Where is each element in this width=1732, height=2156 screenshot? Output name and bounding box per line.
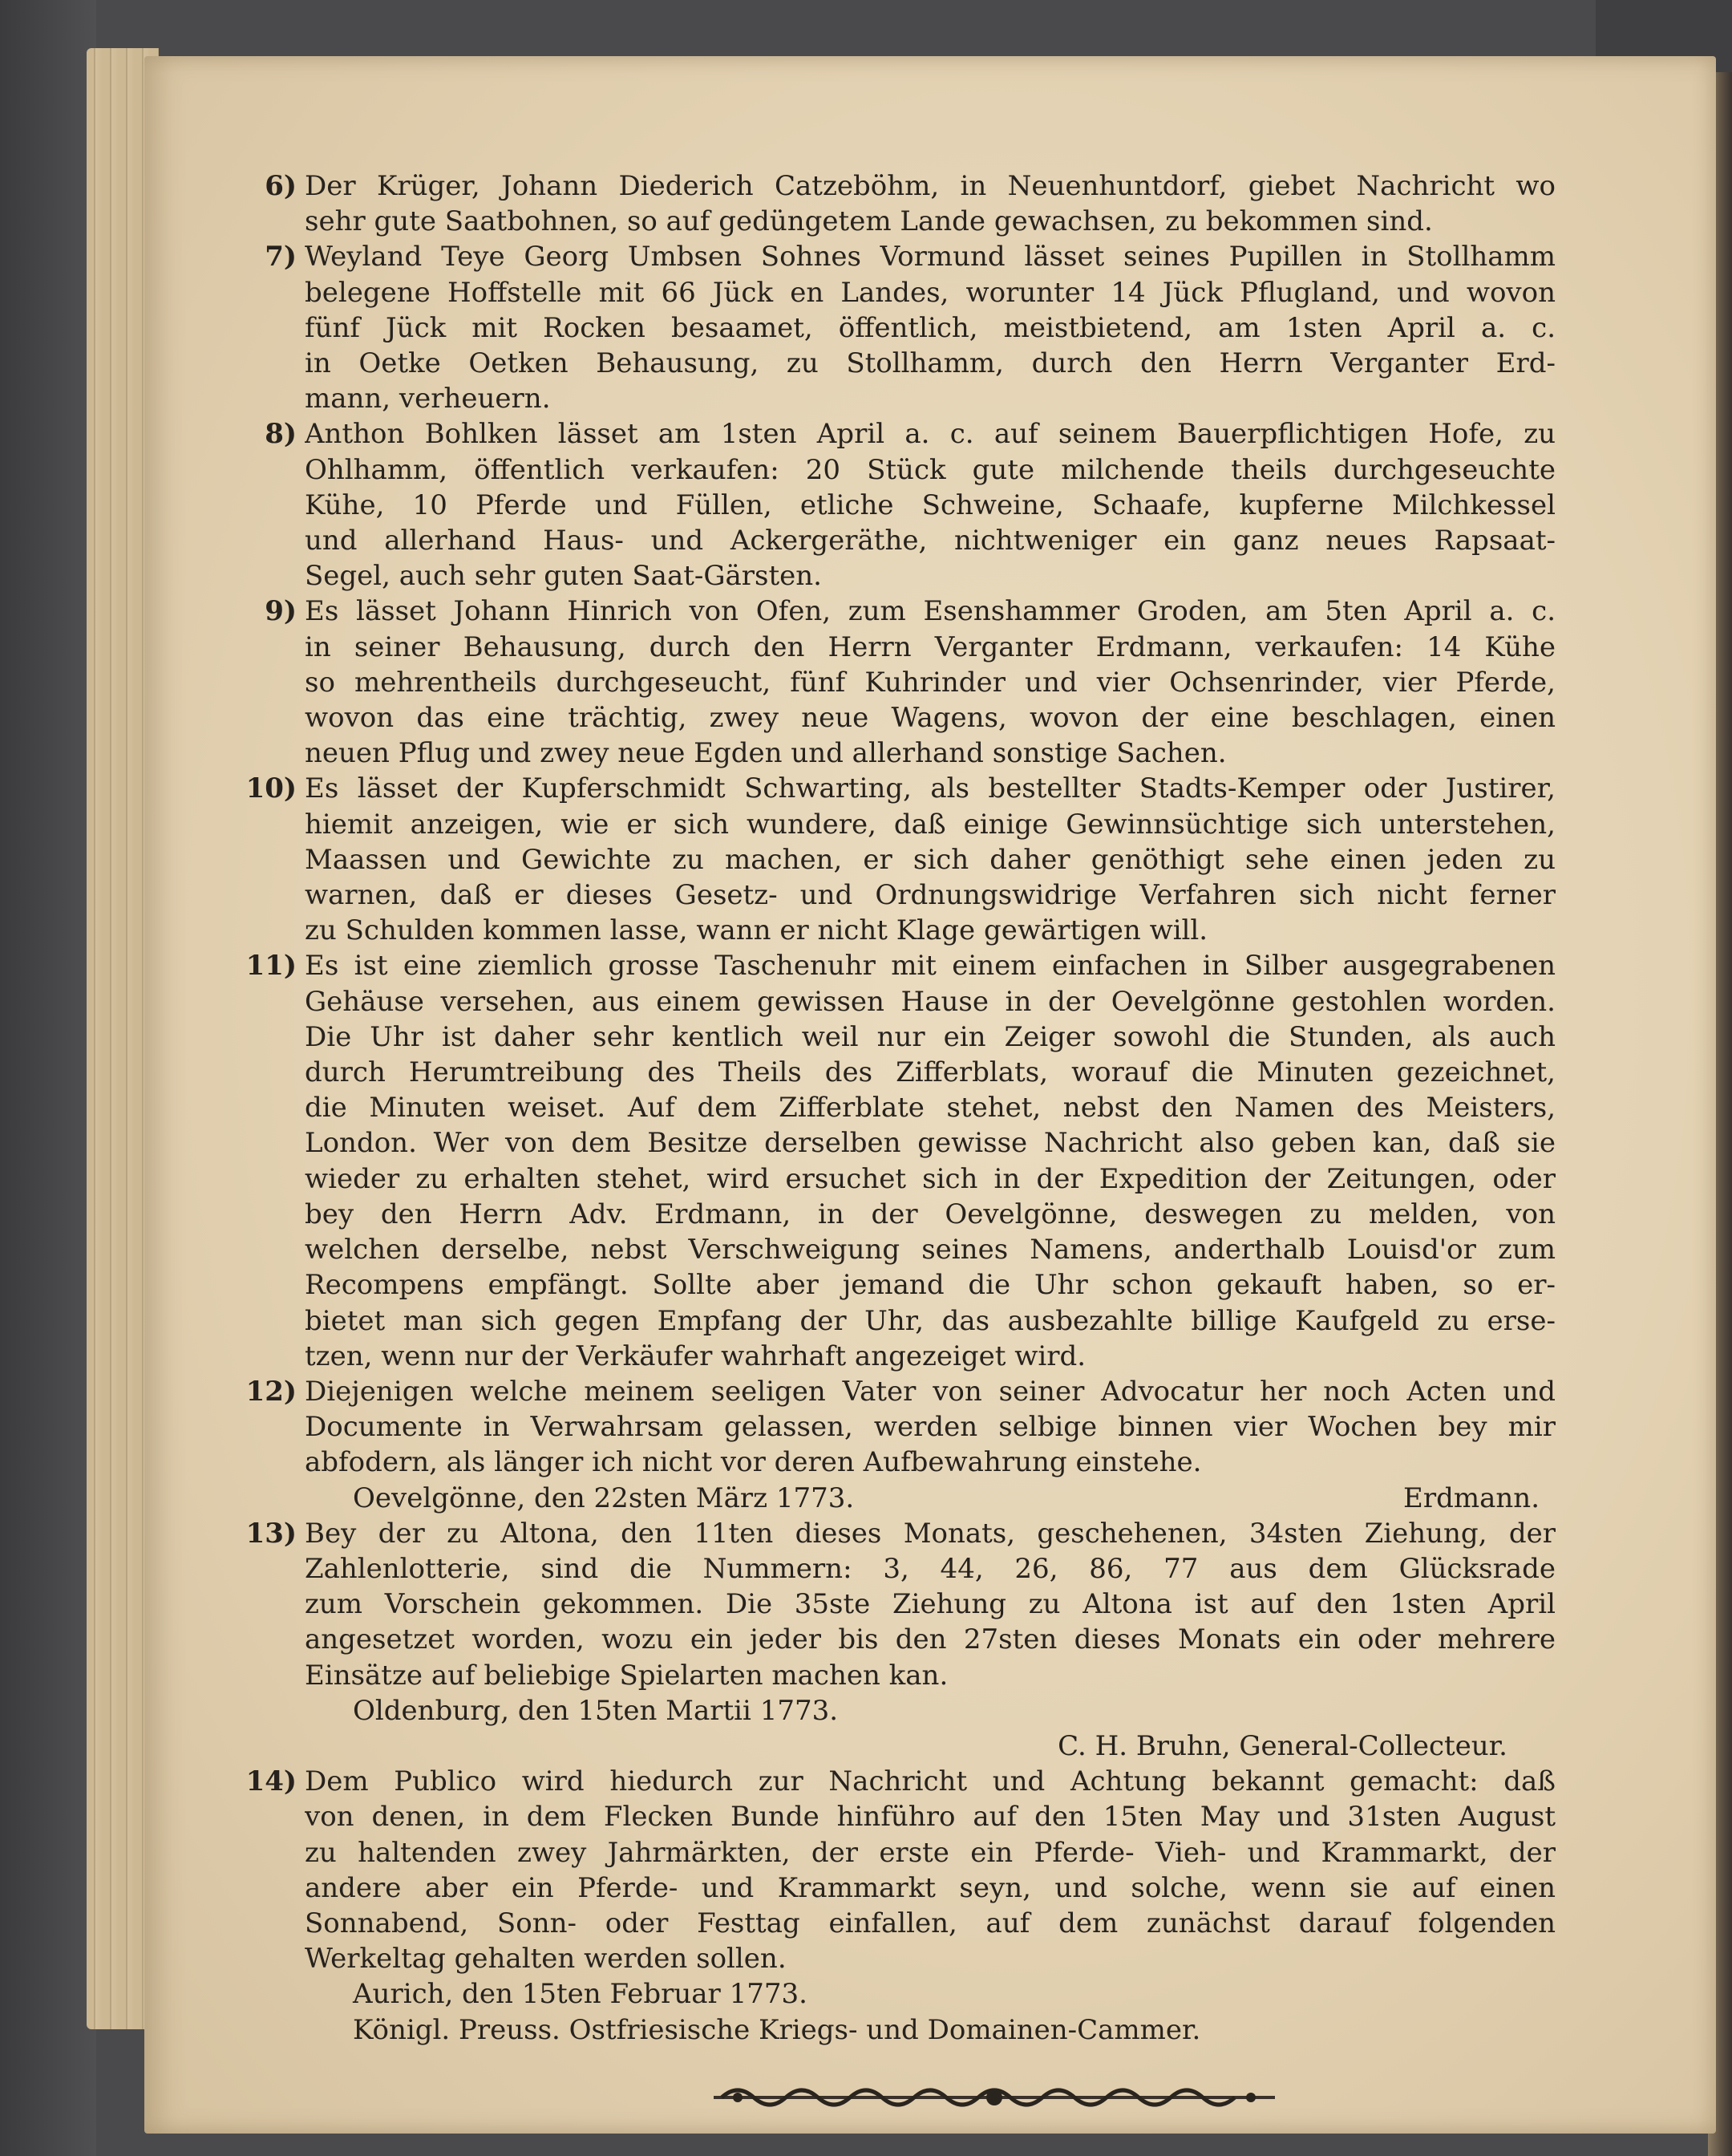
notice-8 <box>225 416 1556 594</box>
notice-6 <box>225 168 1556 239</box>
ornament-divider-icon <box>706 2077 1283 2118</box>
notice-line: sehr gute Saatbohnen, so auf gedüngetem Lande gewachsen, zu bekommen sind. <box>305 205 1433 238</box>
notice-line: Bey der zu Altona, den 11ten dieses Monats, geschehenen, 34sten Ziehung, der <box>305 1517 1556 1550</box>
notice-line: so mehrentheils durchgeseucht, fünf Kuhrinder und vier Ochsenrinder, vier Pferde, <box>305 666 1556 699</box>
notice-line: bietet man sich gegen Empfang der Uhr, das ausbezahlte billige Kaufgeld zu erse- <box>305 1304 1556 1337</box>
notice-list <box>225 168 1556 2048</box>
notice-line: Maassen und Gewichte zu machen, er sich daher genöthigt sehe einen jeden zu <box>305 843 1556 876</box>
notice-line: Es lässet der Kupferschmidt Schwarting, als bestellter Stadts-Kemper oder Justirer, <box>305 772 1556 805</box>
notice-number: 7) <box>265 241 297 274</box>
notice-line: neuen Pflug und zwey neue Egden und allerhand sonstige Sachen. <box>305 737 1227 770</box>
notice-number: 6) <box>265 170 297 202</box>
notice-date: Oevelgönne, den 22sten März 1773. <box>353 1481 855 1514</box>
notice-9 <box>225 594 1556 771</box>
notice-line: die Minuten weiset. Auf dem Zifferblate stehet, nebst den Namen des Meisters, <box>305 1092 1556 1125</box>
notice-12 <box>225 1374 1556 1516</box>
notice-line: Weyland Teye Georg Umbsen Sohnes Vormund lässet seines Pupillen in Stollhamm <box>305 241 1556 274</box>
notice-line: zu haltenden zwey Jahrmärkten, der erste ein Pferde- Vieh- und Krammarkt, der <box>305 1836 1556 1869</box>
notice-line: belegene Hoffstelle mit 66 Jück en Landes, worunter 14 Jück Pflugland, und wovon <box>305 276 1556 309</box>
notice-line: Einsätze auf beliebige Spielarten machen kan. <box>305 1659 949 1692</box>
notice-number: 12) <box>245 1375 297 1408</box>
notice-13 <box>225 1516 1556 1764</box>
notice-line: bey den Herrn Adv. Erdmann, in der Oevelgönne, deswegen zu melden, von <box>305 1198 1556 1230</box>
notice-line: Dem Publico wird hiedurch zur Nachricht und Achtung bekannt gemacht: daß <box>305 1765 1556 1798</box>
notice-line: von denen, in dem Flecken Bunde hinführo auf den 15ten May und 31sten August <box>305 1801 1556 1834</box>
notice-line: Diejenigen welche meinem seeligen Vater von seiner Advocatur her noch Acten und <box>305 1375 1556 1408</box>
notice-date: Oldenburg, den 15ten Martii 1773. <box>353 1694 839 1727</box>
notice-number: 10) <box>245 772 297 805</box>
notice-line: Ohlhamm, öffentlich verkaufen: 20 Stück gute milchende theils durchgeseuchte <box>305 453 1556 486</box>
notice-dateline <box>305 1481 1556 1516</box>
notice-line: Recompens empfängt. Sollte aber jemand die Uhr schon gekauft haben, so er- <box>305 1269 1556 1302</box>
notice-date: Aurich, den 15ten Februar 1773. <box>353 1978 807 2011</box>
notice-line: fünf Jück mit Rocken besaamet, öffentlich, meistbietend, am 1sten April a. c. <box>305 311 1556 344</box>
notice-number: 14) <box>245 1765 297 1798</box>
notice-line: abfodern, als länger ich nicht vor deren Aufbewahrung einstehe. <box>305 1446 1202 1479</box>
notice-line: warnen, daß er dieses Gesetz- und Ordnungswidrige Verfahren sich nicht ferner <box>305 879 1556 912</box>
notice-11 <box>225 948 1556 1373</box>
notice-line: wovon das eine trächtig, zwey neue Wagens, wovon der eine beschlagen, einen <box>305 702 1556 735</box>
notice-line: Segel, auch sehr guten Saat-Gärsten. <box>305 560 822 593</box>
notice-7 <box>225 239 1556 416</box>
notice-line: Die Uhr ist daher sehr kentlich weil nur ein Zeiger sowohl die Stunden, als auch <box>305 1020 1556 1053</box>
notice-14 <box>225 1764 1556 2048</box>
notice-number: 8) <box>265 418 297 451</box>
notice-line: Der Krüger, Johann Diederich Catzeböhm, in Neuenhuntdorf, giebet Nachricht wo <box>305 170 1556 202</box>
notice-line: Werkeltag gehalten werden sollen. <box>305 1943 787 1976</box>
notice-line: andere aber ein Pferde- und Krammarkt seyn, und solche, wenn sie auf einen <box>305 1871 1556 1904</box>
notice-line: Anthon Bohlken lässet am 1sten April a. c. auf seinem Bauerpflichtigen Hofe, zu <box>305 418 1556 451</box>
notice-line: zu Schulden kommen lasse, wann er nicht Klage gewärtigen will. <box>305 914 1208 947</box>
notice-line: Kühe, 10 Pferde und Füllen, etliche Schweine, Schaafe, kupferne Milchkessel <box>305 488 1556 521</box>
background-left <box>0 0 96 2156</box>
notice-line: und allerhand Haus- und Ackergeräthe, nichtweniger ein ganz neues Rapsaat- <box>305 525 1556 557</box>
notice-line: mann, verheuern. <box>305 383 551 415</box>
notice-10 <box>225 771 1556 948</box>
notice-line: durch Herumtreibung des Theils des Zifferblats, worauf die Minuten gezeichnet, <box>305 1056 1556 1089</box>
notice-line: angesetzet worden, wozu ein jeder bis den 27sten dieses Monats ein oder mehrere <box>305 1623 1556 1656</box>
notice-line: Es ist eine ziemlich grosse Taschenuhr mit einem einfachen in Silber ausgegrabenen <box>305 950 1556 983</box>
notice-line: Zahlenlotterie, sind die Nummern: 3, 44, 26, 86, 77 aus dem Glücksrade <box>305 1552 1556 1585</box>
notice-line: tzen, wenn nur der Verkäufer wahrhaft angezeiget wird. <box>305 1339 1087 1372</box>
notice-line: Es lässet Johann Hinrich von Ofen, zum Esenshammer Groden, am 5ten April a. c. <box>305 595 1556 628</box>
notice-signature: C. H. Bruhn, General-Collecteur. <box>1058 1729 1507 1762</box>
notice-signature: Erdmann. <box>1403 1481 1540 1514</box>
notice-line: Gehäuse versehen, aus einem gewissen Hause in der Oevelgönne gestohlen worden. <box>305 985 1556 1018</box>
notice-line: wieder zu erhalten stehet, wird ersuchet sich in der Expedition der Zeitungen, oder <box>305 1162 1556 1195</box>
notice-number: 11) <box>245 950 297 983</box>
notice-line: London. Wer von dem Besitze derselben gewisse Nachricht also geben kan, daß sie <box>305 1127 1556 1160</box>
notice-number: 9) <box>265 595 297 628</box>
notice-line: in Oetke Oetken Behausung, zu Stollhamm, durch den Herrn Verganter Erd- <box>305 347 1556 380</box>
notice-line: hiemit anzeigen, wie er sich wundere, daß einige Gewinnsüchtige sich unterstehen, <box>305 808 1556 841</box>
notice-line: Sonnabend, Sonn- oder Festtag einfallen, auf dem zunächst darauf folgenden <box>305 1907 1556 1939</box>
notice-number: 13) <box>245 1517 297 1550</box>
notice-line: zum Vorschein gekommen. Die 35ste Ziehung zu Altona ist auf den 1sten April <box>305 1588 1556 1621</box>
notice-line: in seiner Behausung, durch den Herrn Verganter Erdmann, verkaufen: 14 Kühe <box>305 630 1556 663</box>
notice-line: Documente in Verwahrsam gelassen, werden selbige binnen vier Wochen bey mir <box>305 1411 1556 1444</box>
notice-signature: Königl. Preuss. Ostfriesische Kriegs- und Domainen-Cammer. <box>353 2013 1201 2046</box>
notice-line: welchen derselbe, nebst Verschweigung seines Namens, anderthalb Louisd'or zum <box>305 1234 1556 1266</box>
